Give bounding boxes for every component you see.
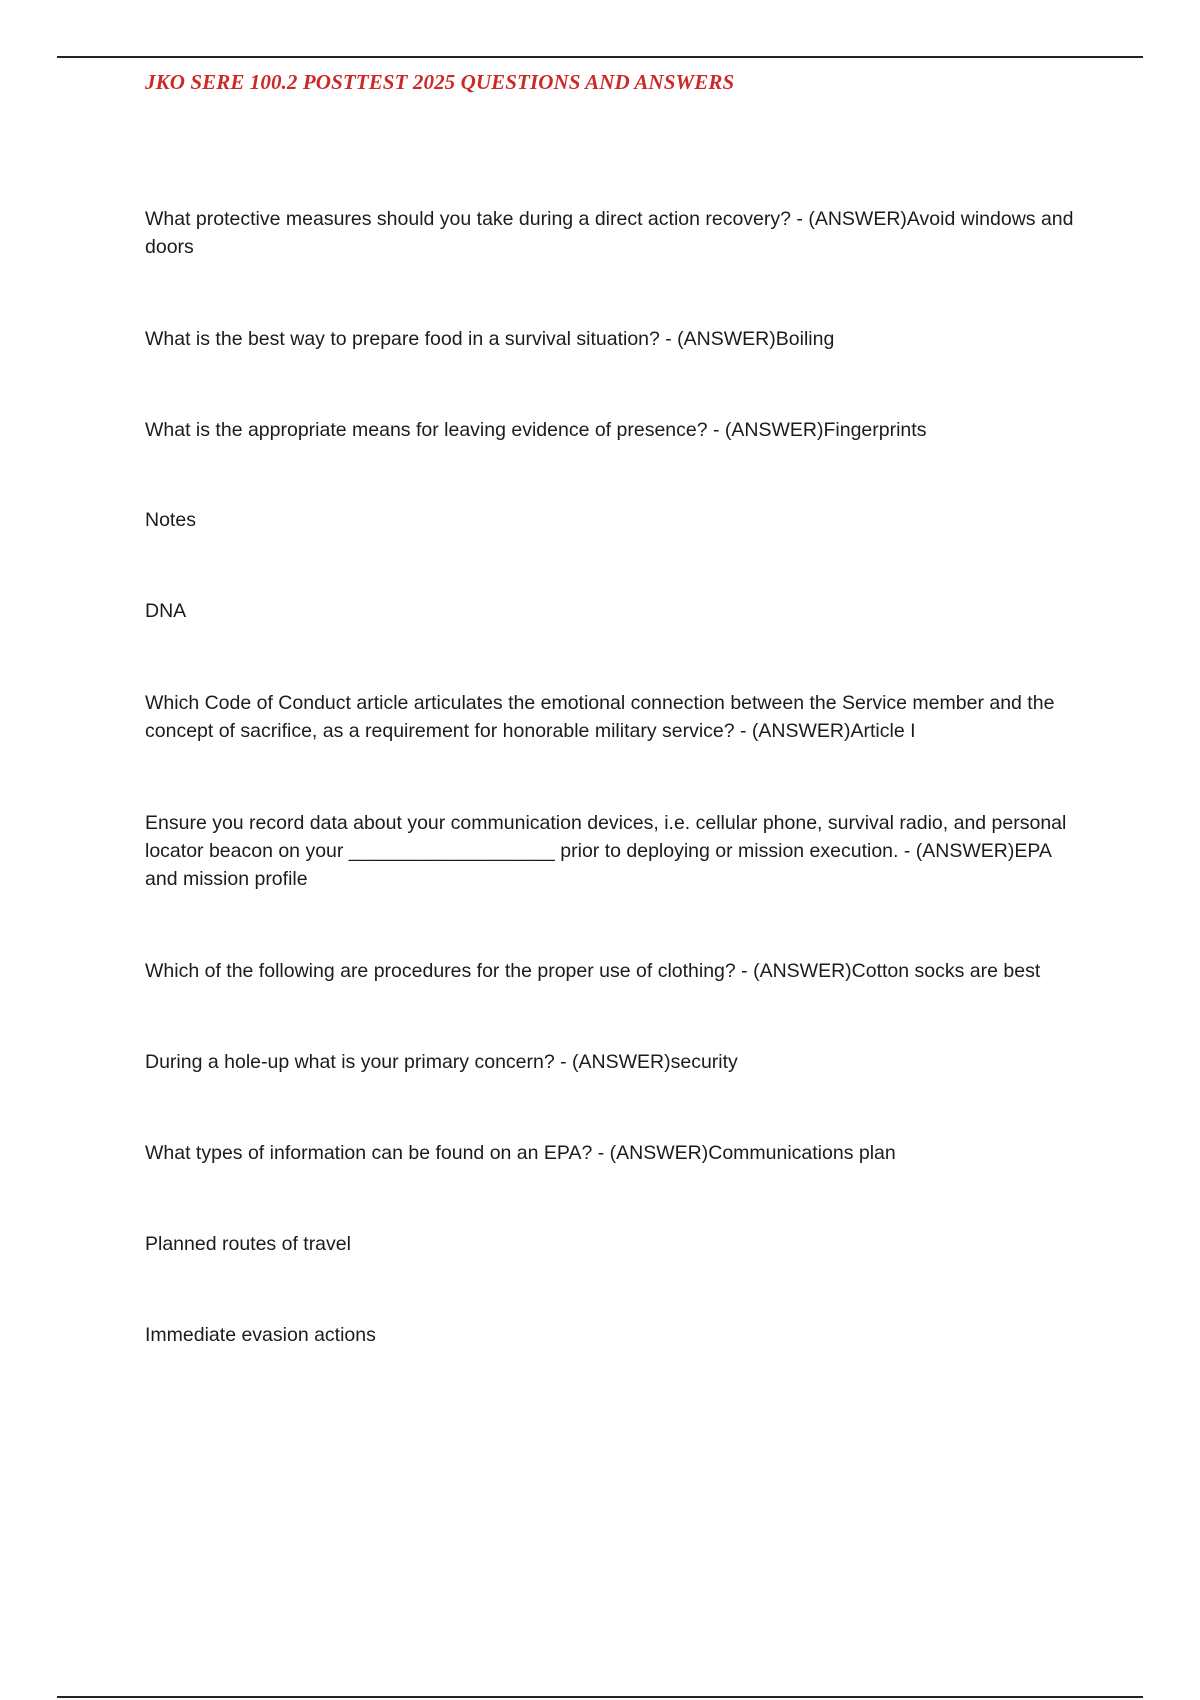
- answer-option: Planned routes of travel: [145, 1233, 351, 1255]
- footer-rule: [57, 1696, 1143, 1698]
- answer-option: Notes: [145, 509, 196, 531]
- qa-entry: Which of the following are procedures for the proper use of clothing? - (ANSWER)Cotton socks are best: [145, 960, 1041, 982]
- qa-entry: What types of information can be found on an EPA? - (ANSWER)Communications plan: [145, 1142, 896, 1164]
- qa-entry: What protective measures should you take during a direct action recovery? - (ANSWER)Avoid windows and doors: [145, 208, 1074, 258]
- answer-option: Immediate evasion actions: [145, 1324, 376, 1346]
- answer-option: DNA: [145, 600, 187, 622]
- qa-entry: Which Code of Conduct article articulates the emotional connection between the Service member and the concept of sacrifice, as a requirement for honorable military service? - (ANSWER)Article I: [145, 692, 1055, 742]
- header-rule: [57, 56, 1143, 58]
- document-title: JKO SERE 100.2 POSTTEST 2025 QUESTIONS AND ANSWERS: [145, 70, 735, 94]
- qa-entry: What is the appropriate means for leaving evidence of presence? - (ANSWER)Fingerprints: [145, 419, 927, 441]
- qa-entry: Ensure you record data about your communication devices, i.e. cellular phone, survival radio, and personal locator beacon on your ___________________ prior to deploying or mission execution. - (ANSWER)EPA and mission profile: [145, 812, 1067, 890]
- qa-entry: During a hole-up what is your primary concern? - (ANSWER)security: [145, 1051, 738, 1073]
- qa-entry: What is the best way to prepare food in a survival situation? - (ANSWER)Boiling: [145, 328, 835, 350]
